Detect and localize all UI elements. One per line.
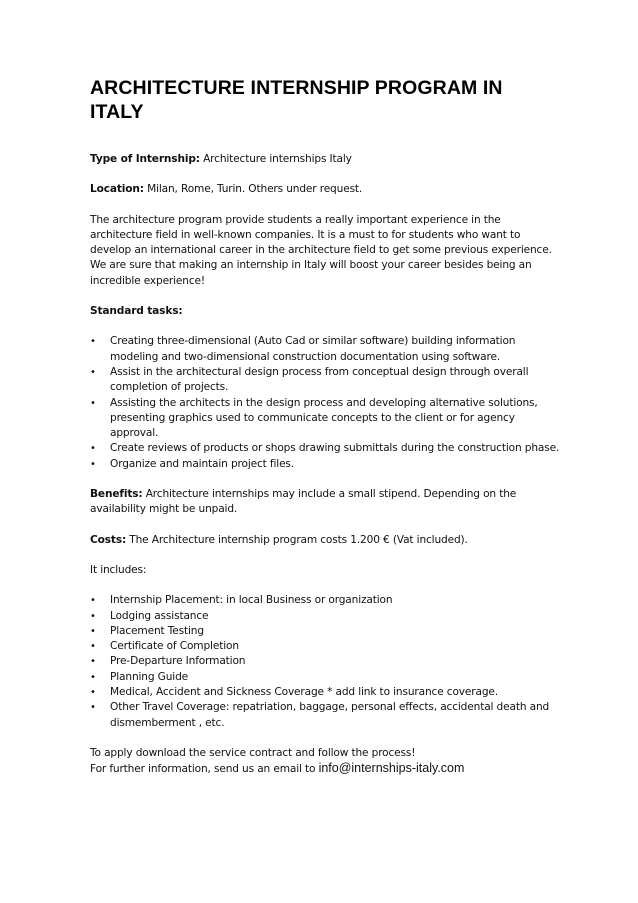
includes-list: [90, 593, 560, 731]
bullet-icon: •: [90, 702, 96, 714]
bullet-icon: •: [90, 641, 96, 653]
list-item: • Planning Guide: [90, 670, 560, 685]
contact-line: [90, 761, 560, 777]
bullet-icon: •: [90, 687, 96, 699]
bullet-icon: •: [90, 443, 96, 455]
list-item: • Certificate of Completion: [90, 639, 560, 654]
bullet-icon: •: [90, 595, 96, 607]
internship-type: [90, 152, 560, 167]
list-item: • Assisting the architects in the design process and developing alternative solutions, presenting graphics used to communicate concepts to the client or for agency approval.: [90, 396, 538, 440]
intro-paragraph: The architecture program provide students a really important experience in the architecture field in well-known companies. It is a must to for students who want to develop an international career in the architecture field to get some previous experience. We are sure that making an internship in Italy will boost your career besides being an incredible experience!: [90, 213, 552, 287]
bullet-icon: •: [90, 336, 96, 348]
location-label: Location:: [90, 183, 144, 196]
internship-type-value: Architecture internships Italy: [199, 153, 352, 165]
contact-prefix: For further information, send us an email to: [90, 763, 319, 776]
list-item: • Creating three-dimensional (Auto Cad or similar software) building information modeling and two-dimensional construction documentation using software.: [90, 335, 516, 363]
benefits-label: Benefits:: [90, 488, 143, 501]
document-page: [90, 76, 560, 778]
benefits-value: Architecture internships may include a small stipend. Depending on the availability might be unpaid.: [90, 488, 517, 516]
bullet-icon: •: [90, 656, 96, 668]
document-title: ARCHITECTURE INTERNSHIP PROGRAM IN ITALY: [90, 77, 503, 123]
bullet-icon: •: [90, 397, 96, 409]
list-item: • Medical, Accident and Sickness Coverage * add link to insurance coverage.: [90, 685, 560, 700]
internship-type-label: Type of Internship:: [90, 153, 200, 165]
costs-value: The Architecture internship program costs 1.200 € (Vat included).: [126, 533, 468, 546]
costs: [90, 533, 560, 548]
tasks-heading: Standard tasks:: [90, 305, 183, 318]
location: [90, 182, 560, 197]
list-item: • Other Travel Coverage: repatriation, baggage, personal effects, accidental death and dismemberment , etc.: [90, 701, 550, 729]
bullet-icon: •: [90, 671, 96, 683]
list-item: • Assist in the architectural design process from conceptual design through overall completion of projects.: [90, 365, 529, 394]
list-item: • Lodging assistance: [90, 609, 560, 624]
benefits: [90, 487, 560, 518]
contact-email: info@internships-italy.com: [318, 761, 465, 776]
list-item: • Internship Placement: in local Business or organization: [90, 593, 560, 608]
list-item: • Create reviews of products or shops drawing submittals during the construction phase.: [90, 441, 560, 456]
costs-label: Costs:: [90, 533, 127, 546]
bullet-icon: •: [90, 458, 96, 470]
tasks-list: [90, 334, 560, 472]
list-item: • Pre-Departure Information: [90, 654, 560, 669]
bullet-icon: •: [90, 625, 96, 637]
bullet-icon: •: [90, 366, 96, 378]
list-item: • Placement Testing: [90, 624, 560, 639]
bullet-icon: •: [90, 610, 96, 622]
location-value: Milan, Rome, Turin. Others under request.: [143, 183, 363, 196]
list-item: • Organize and maintain project files.: [90, 457, 560, 472]
includes-heading: It includes:: [90, 563, 147, 576]
apply-line: To apply download the service contract and follow the process!: [90, 746, 416, 759]
